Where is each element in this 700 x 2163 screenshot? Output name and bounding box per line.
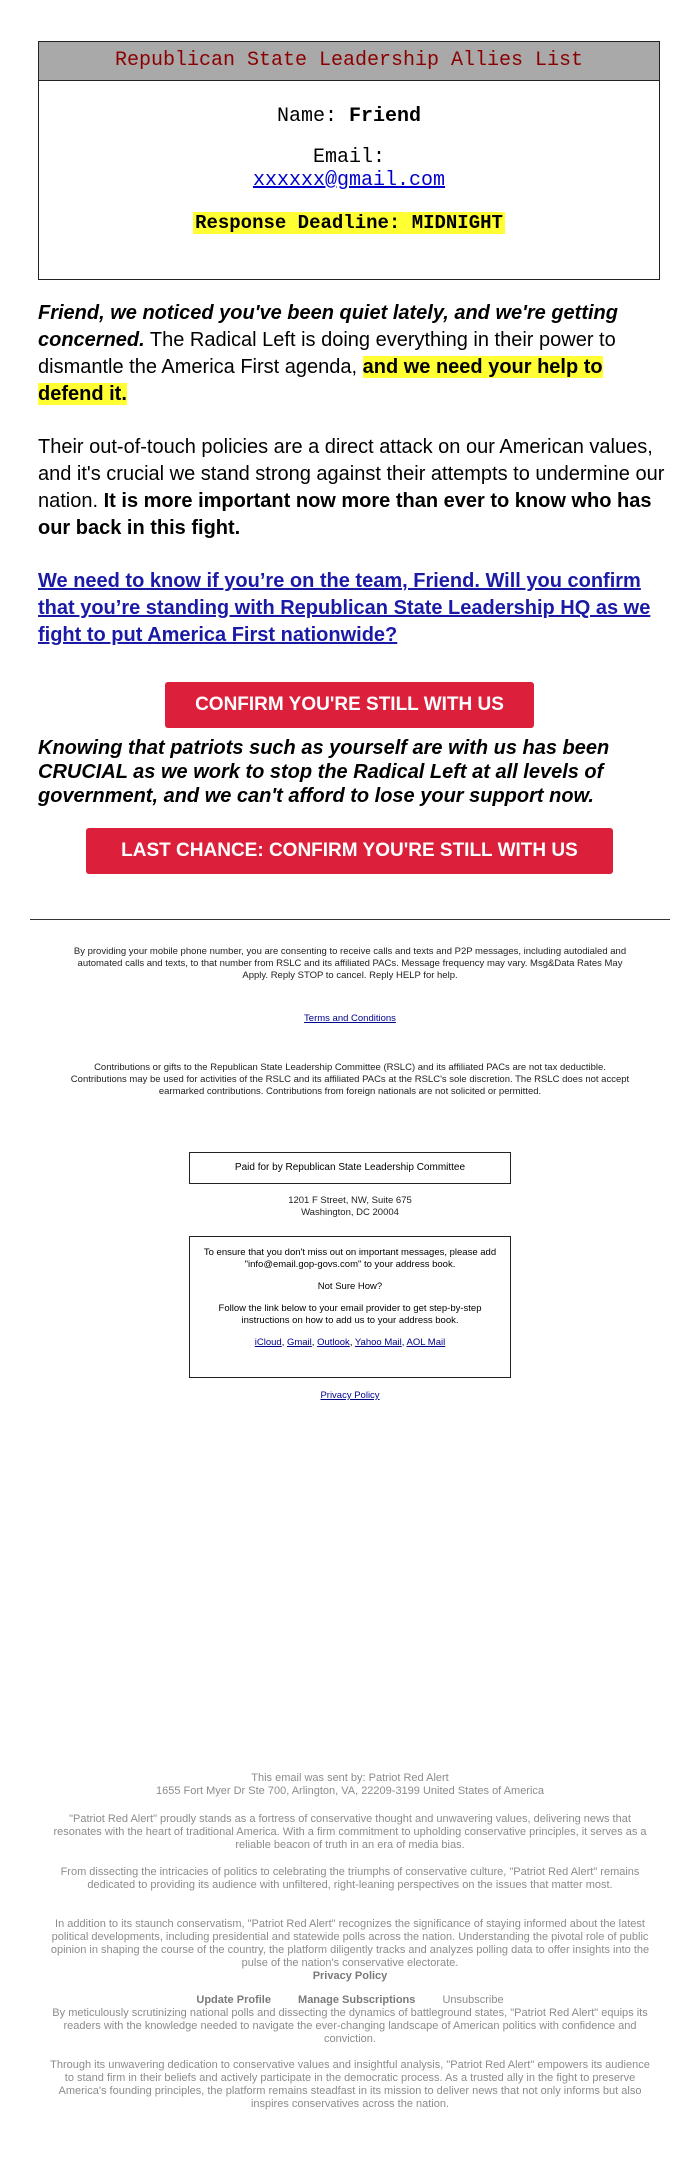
crucial-paragraph: Knowing that patriots such as yourself are with us has been CRUCIAL as we work to stop the Radical Left at all levels of government, and we can't afford to lose your support now. [38, 737, 610, 807]
update-profile-link[interactable]: Update Profile [196, 1994, 271, 2006]
email-link[interactable]: xxxxxx@gmail.com [252, 169, 446, 192]
about-paragraph-3: In addition to its staunch conservatism, "Patriot Red Alert" recognizes the significance of staying informed about the latest political developments, including presidential and statewide polls across the nation. Understanding the pivotal role of public opinion in shaping the course of the country, the platform diligently tracks and analyzes polling data to offer insights into the pulse of the nation's conservative electorate. [50, 1918, 650, 1969]
intro-italic: Friend, we noticed you've been quiet lately, and we're getting concerned. [38, 302, 618, 351]
footer-privacy-link[interactable]: Privacy Policy [312, 1970, 388, 1982]
email-row [39, 169, 659, 192]
manage-subscriptions-link[interactable]: Manage Subscriptions [298, 1994, 416, 2006]
about-paragraph-2: From dissecting the intricacies of politics to celebrating the triumphs of conservative culture, "Patriot Red Alert" remains dedicated to providing its audience with unfiltered, right-leaning perspectives on the issues that matter most. [60, 1866, 640, 1891]
about-paragraph-5: Through its unwavering dedication to conservative values and insightful analysis, "Patriot Red Alert" empowers its audience to stand firm in their beliefs and actively participate in the democratic process. As a trusted ally in the fight to preserve America's founding principles, the platform remains steadfast in its mission to deliver news that not only informs but also inspires conservatives across the nation. [50, 2059, 650, 2110]
confirm-link-paragraph [38, 568, 668, 649]
confirm-button[interactable]: CONFIRM YOU'RE STILL WITH US [165, 682, 534, 728]
follow-text: Follow the link below to your email provider to get step-by-step instructions on how to add us to your address book. [218, 1303, 482, 1326]
policy-paragraph [38, 434, 668, 542]
terms-row [70, 1013, 630, 1025]
allies-list-card [38, 41, 660, 280]
name-value: Friend [349, 105, 422, 128]
provider-link-gmail[interactable]: Gmail [286, 1337, 312, 1348]
privacy-row [70, 1390, 630, 1402]
email-label: Email: [312, 146, 385, 169]
card-title: Republican State Leadership Allies List [39, 42, 659, 81]
provider-links: iCloud, Gmail, Outlook, Yahoo Mail, AOL Mail [254, 1337, 446, 1348]
sms-consent: By providing your mobile phone number, you are consenting to receive calls and texts and P2P messages, including autodialed and automated calls and texts, to that number from RSLC and its affiliated PACs. Message frequency may vary. Msg&Data Rates May Apply. Reply STOP to cancel. Reply HELP for help. [73, 946, 627, 981]
provider-link-aol[interactable]: AOL Mail [406, 1337, 446, 1348]
contributions-disclaimer: Contributions or gifts to the Republican State Leadership Committee (RSLC) and its affiliated PACs are not tax deductible. Contributions may be used for activities of the RSLC and its affiliated PACs at the RSLC's sole discretion. The RSLC does not accept earmarked contributions. Contributions from foreign nationals are not solicited or permitted. [70, 1062, 630, 1097]
name-row [39, 105, 659, 128]
provider-link-icloud[interactable]: iCloud [254, 1337, 282, 1348]
policy-text: Their out-of-touch policies are a direct attack on our American values, and it's crucial we stand strong against their attempts to undermine our nation. [38, 436, 665, 512]
deadline-row [39, 212, 659, 234]
confirm-link[interactable]: We need to know if you’re on the team, Friend. Will you confirm that you’re standing with Republican State Leadership HQ as we fight to put America First nationwide? [38, 570, 651, 646]
terms-link[interactable]: Terms and Conditions [304, 1013, 396, 1024]
about-paragraph-4: By meticulously scrutinizing national polls and dissecting the dynamics of battleground states, "Patriot Red Alert" equips its readers with the knowledge needed to navigate the ever-changing landscape of American politics with confidence and conviction. [52, 2007, 648, 2045]
name-label: Name: [276, 105, 337, 128]
policy-bold: It is more important now more than ever to know who has our back in this fight. [38, 490, 652, 539]
unsubscribe-link[interactable]: Unsubscribe [442, 1994, 504, 2006]
not-sure-text: Not Sure How? [317, 1281, 383, 1292]
address-book-box [189, 1236, 511, 1378]
footer-links [50, 1994, 650, 2007]
response-deadline: Response Deadline: MIDNIGHT [195, 212, 503, 234]
sender-info [50, 1772, 650, 1798]
address-book-text: To ensure that you don't miss out on important messages, please add "info@email.gop-govs.com" to your address book. [203, 1247, 497, 1270]
divider [30, 919, 670, 920]
footer-privacy-row [50, 1970, 650, 1983]
address-line-1: 1201 F Street, NW, Suite 675 [288, 1195, 412, 1206]
sender-address: 1655 Fort Myer Dr Ste 700, Arlington, VA, 22209-3199 United States of America [155, 1785, 545, 1797]
intro-text: The Radical Left is doing everything in their power to dismantle the America First agenda, [38, 329, 616, 378]
address-line-2: Washington, DC 20004 [301, 1207, 399, 1218]
paid-for-box: Paid for by Republican State Leadership Committee [189, 1152, 511, 1184]
last-chance-button[interactable]: LAST CHANCE: CONFIRM YOU'RE STILL WITH US [86, 828, 613, 874]
committee-address [70, 1195, 630, 1219]
sent-by: This email was sent by: Patriot Red Alert [251, 1772, 449, 1784]
intro-highlight: and we need your help to defend it. [38, 356, 603, 405]
provider-link-outlook[interactable]: Outlook [317, 1337, 350, 1348]
provider-link-yahoo[interactable]: Yahoo Mail [354, 1337, 402, 1348]
intro-paragraph [38, 300, 668, 408]
about-paragraph-1: "Patriot Red Alert" proudly stands as a fortress of conservative thought and unwavering values, delivering news that resonates with the heart of traditional America. With a firm commitment to upholding conservative principles, it serves as a reliable beacon of truth in an era of media bias. [53, 1813, 647, 1851]
privacy-link[interactable]: Privacy Policy [320, 1390, 380, 1401]
